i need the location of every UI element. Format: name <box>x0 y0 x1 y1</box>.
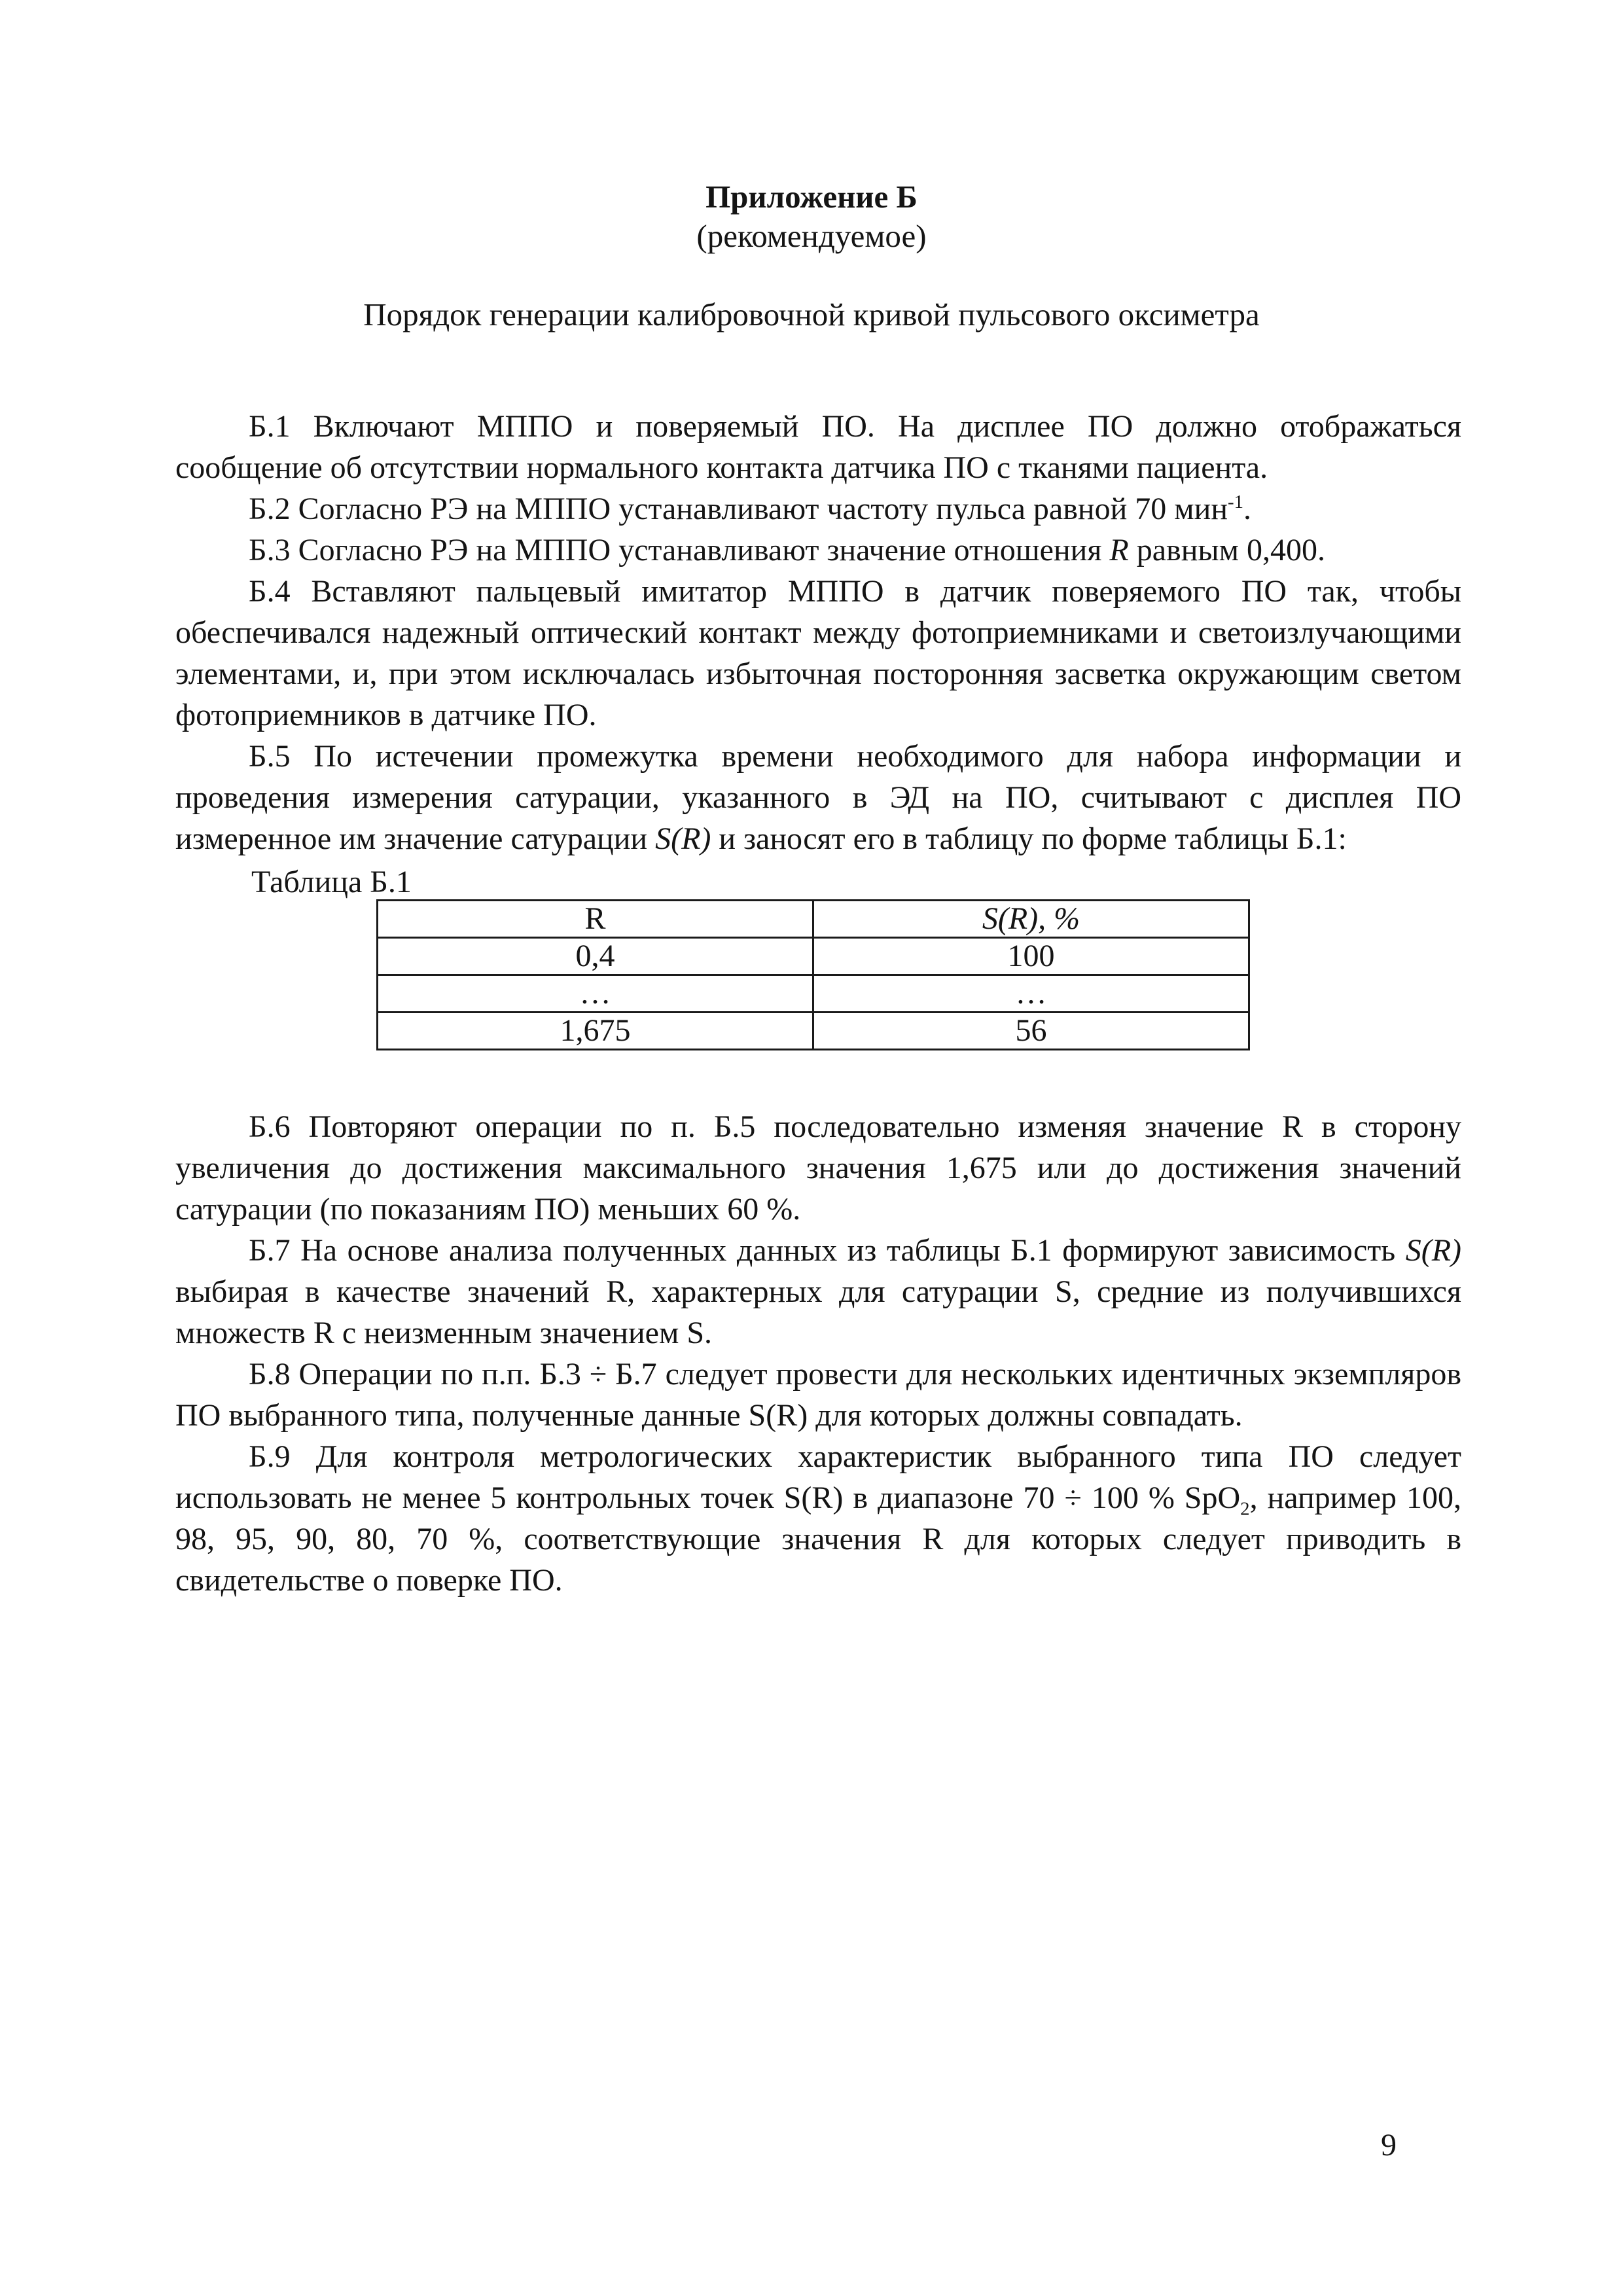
variable-s-r: S(R) <box>1405 1233 1461 1268</box>
paragraph-b6: Б.6 Повторяют операции по п. Б.5 последовательно изменяя значение R в сторону увеличения до достижения максимального значения 1,675 или до достижения значений сатурации (по показаниям ПО) меньших 60 %. <box>175 1109 1461 1227</box>
paragraph-b7: Б.7 На основе анализа полученных данных из таблицы Б.1 формируют зависимость S(R) выбирая в качестве значений R, характерных для сатурации S, средние из получившихся множеств R с неизменным значением S. <box>175 1233 1461 1350</box>
table-header-row <box>378 901 1249 938</box>
paragraph-b9: Б.9 Для контроля метрологических характеристик выбранного типа ПО следует использовать не менее 5 контрольных точек S(R) в диапазоне 70 ÷ 100 % SpO$_2$, например 100, 98, 95, 90, 80, 70 %, соответствующие значения R для которых следует приводить в свидетельстве о поверке ПО. <box>175 1439 1461 1598</box>
appendix-subtitle: (рекомендуемое) <box>696 218 927 254</box>
paragraph-b2: Б.2 Согласно РЭ на МППО устанавливают частоту пульса равной 70 мин$^{-1}$. <box>249 492 1252 526</box>
paragraph-b1: Б.1 Включают МППО и поверяемый ПО. На дисплее ПО должно отображаться сообщение об отсутствии нормального контакта датчика ПО с тканями пациента. <box>175 409 1461 485</box>
paragraph-b4: Б.4 Вставляют пальцевый имитатор МППО в датчик поверяемого ПО так, чтобы обеспечивался надежный оптический контакт между фотоприемниками и светоизлучающими элементами, и, при этом исключалась избыточная посторонняя засветка окружающим светом фотоприемников в датчике ПО. <box>175 574 1461 732</box>
paragraph-b3: Б.3 Согласно РЭ на МППО устанавливают значение отношения R равным 0,400. <box>249 533 1326 567</box>
document-title: Порядок генерации калибровочной кривой пульсового оксиметра <box>363 296 1260 332</box>
table-cell: … <box>813 975 1249 1013</box>
paragraph-b5: Б.5 По истечении промежутка времени необходимого для набора информации и проведения измерения сатурации, указанного в ЭД на ПО, считывают с дисплея ПО измеренное им значение сатурации S(R) и заносят его в таблицу по форме таблицы Б.1: <box>175 739 1461 856</box>
data-table <box>376 899 1250 1050</box>
body-section-1 <box>175 406 1461 859</box>
page-number: 9 <box>1381 2128 1397 2162</box>
subscript: 2 <box>1240 1498 1250 1520</box>
table-cell: … <box>378 975 813 1013</box>
header-cell-s: S(R), % <box>813 901 1249 938</box>
table-row <box>378 975 1249 1013</box>
table-caption: Таблица Б.1 <box>251 865 412 899</box>
variable-r: R <box>1109 533 1129 567</box>
table-row <box>378 938 1249 975</box>
table-cell: 56 <box>813 1013 1249 1050</box>
table-cell: 0,4 <box>378 938 813 975</box>
paragraph-b8: Б.8 Операции по п.п. Б.3 ÷ Б.7 следует провести для нескольких идентичных экземпляров ПО выбранного типа, полученные данные S(R) для которых должны совпадать. <box>175 1357 1461 1433</box>
table-row <box>378 1013 1249 1050</box>
variable-s-r: S(R) <box>655 821 711 856</box>
body-section-2 <box>175 1106 1461 1601</box>
table-cell: 100 <box>813 938 1249 975</box>
table-cell: 1,675 <box>378 1013 813 1050</box>
superscript: -1 <box>1228 492 1244 512</box>
appendix-title: Приложение Б <box>705 179 918 215</box>
header-cell-r: R <box>378 901 813 938</box>
